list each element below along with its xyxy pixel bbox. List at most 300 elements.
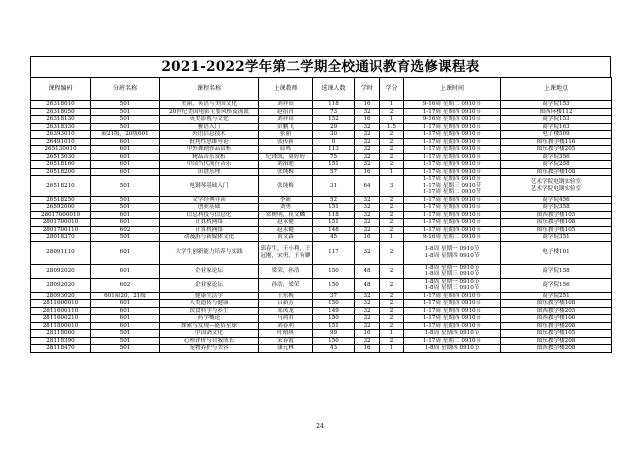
cell-code: 26518250 bbox=[31, 196, 91, 204]
cell-time bbox=[404, 337, 501, 345]
cell-credit: 3 bbox=[380, 176, 404, 197]
time-line: 1-8周 星期一 0910节 bbox=[424, 246, 480, 252]
cell-time bbox=[404, 300, 501, 308]
header-cell: 分班名称 bbox=[91, 78, 160, 101]
place-line: 图东教学楼205 bbox=[536, 146, 576, 152]
table-row bbox=[31, 241, 612, 264]
cell-place bbox=[501, 278, 612, 292]
cell-teacher: 黄文森 bbox=[259, 234, 313, 242]
cell-hours: 32 bbox=[355, 123, 380, 131]
cell-name: 文学经典导读 bbox=[160, 196, 259, 204]
cell-num: 75 bbox=[313, 153, 355, 161]
cell-time bbox=[404, 292, 501, 300]
table-row bbox=[31, 226, 612, 234]
cell-time bbox=[404, 278, 501, 292]
cell-num: 151 bbox=[313, 161, 355, 169]
cell-place bbox=[501, 108, 612, 116]
cell-name: 健康生活学 bbox=[160, 292, 259, 300]
time-line: 1-17周 星期四 0910节 bbox=[422, 292, 482, 299]
cell-name: 药学概论 bbox=[160, 315, 259, 323]
cell-hours: 32 bbox=[355, 322, 380, 330]
cell-hours: 32 bbox=[355, 146, 380, 154]
cell-cls: 501 bbox=[91, 345, 160, 353]
time-line: 1-17周 星期三 0910节 bbox=[422, 182, 482, 189]
cell-num: 151 bbox=[313, 204, 355, 212]
cell-place bbox=[501, 153, 612, 161]
cell-num: 150 bbox=[313, 337, 355, 345]
cell-teacher: 邓凤龙 bbox=[259, 307, 313, 315]
cell-place bbox=[501, 337, 612, 345]
cell-name: 英美影视与文化 bbox=[160, 116, 259, 124]
place-line: 图西教学楼208 bbox=[536, 345, 576, 351]
cell-num: 30 bbox=[313, 131, 355, 139]
cell-code: 28118390 bbox=[31, 337, 91, 345]
cell-hours: 48 bbox=[355, 278, 380, 292]
cell-name: 心理评价与自我成长 bbox=[160, 337, 259, 345]
cell-teacher: 常树明，崔文麟 bbox=[259, 211, 313, 219]
cell-code: 28092020 bbox=[31, 264, 91, 278]
page-title: 2021-2022学年第二学期全校通识教育选修课程表 bbox=[30, 56, 611, 77]
cell-code: 26592000 bbox=[31, 204, 91, 212]
cell-credit: 2 bbox=[380, 278, 404, 292]
time-line: 1-17周 星期四 0910节 bbox=[422, 161, 482, 167]
cell-place bbox=[501, 116, 612, 124]
cell-time bbox=[404, 168, 501, 176]
header-cell: 选课人数 bbox=[313, 78, 355, 101]
cell-num: 150 bbox=[313, 264, 355, 278]
table-row bbox=[31, 123, 612, 131]
cell-credit: 2 bbox=[380, 322, 404, 330]
place-line: 图东教学楼108 bbox=[536, 300, 576, 306]
cell-teacher: 宋春霞 bbox=[259, 337, 313, 345]
cell-code: 2801700110 bbox=[31, 226, 91, 234]
cell-credit: 1 bbox=[380, 234, 404, 242]
place-line: 图西教学楼205 bbox=[536, 307, 576, 314]
cell-num: 99 bbox=[313, 330, 355, 338]
table-header-row bbox=[31, 78, 612, 101]
cell-teacher: 张纯梅 bbox=[259, 168, 313, 176]
time-line: 1-8周 星期一 0910节 bbox=[424, 264, 480, 271]
cell-name: 探索与发现—能负星球 bbox=[160, 322, 259, 330]
cell-hours: 32 bbox=[355, 153, 380, 161]
cell-num: 149 bbox=[313, 307, 355, 315]
cell-name: 20世纪美国电影主要风格及流派 bbox=[160, 108, 259, 116]
table-row bbox=[31, 322, 612, 330]
header-cell: 学分 bbox=[380, 78, 404, 101]
time-line: 9-16周 星期二 0910节 bbox=[422, 101, 482, 107]
cell-cls: 501 bbox=[91, 234, 160, 242]
cell-place bbox=[501, 161, 612, 169]
cell-credit: 2 bbox=[380, 300, 404, 308]
time-line: 1-8周 星期三 0910节 bbox=[424, 285, 480, 291]
cell-cls: 602 bbox=[91, 226, 160, 234]
cell-cls: 501 bbox=[91, 108, 160, 116]
cell-credit: 1 bbox=[380, 345, 404, 353]
cell-place bbox=[501, 196, 612, 204]
cell-num: 31 bbox=[313, 176, 355, 197]
cell-name: 企业家论坛 bbox=[160, 264, 259, 278]
cell-teacher: 纪锋凯，周婷婷 bbox=[259, 153, 313, 161]
place-line: 图东教学楼108 bbox=[536, 219, 576, 225]
cell-cls: 601 bbox=[91, 219, 160, 227]
cell-hours: 32 bbox=[355, 315, 380, 323]
cell-place bbox=[501, 226, 612, 234]
cell-cls: 501 bbox=[91, 123, 160, 131]
table-row bbox=[31, 211, 612, 219]
place-line: 商学院153 bbox=[542, 116, 570, 122]
cell-time bbox=[404, 345, 501, 353]
cell-time bbox=[404, 153, 501, 161]
cell-code: 26393010 bbox=[31, 131, 91, 139]
cell-hours: 32 bbox=[355, 226, 380, 234]
course-table bbox=[30, 77, 612, 353]
cell-credit: 2 bbox=[380, 146, 404, 154]
time-line: 1-17周 星期四 0910节 bbox=[422, 307, 482, 314]
cell-hours: 16 bbox=[355, 330, 380, 338]
time-line: 1-17周 星期四 0910节 bbox=[422, 138, 482, 145]
cell-cls: 602 bbox=[91, 278, 160, 292]
cell-place bbox=[501, 176, 612, 197]
cell-credit: 1 bbox=[380, 116, 404, 124]
cell-teacher: 赵永健 bbox=[259, 219, 313, 227]
cell-time bbox=[404, 116, 501, 124]
cell-name: 饮食科学与养生 bbox=[160, 307, 259, 315]
cell-place bbox=[501, 138, 612, 146]
cell-credit: 2 bbox=[380, 315, 404, 323]
cell-time bbox=[404, 264, 501, 278]
table-row bbox=[31, 330, 612, 338]
cell-teacher: 赵宿青 bbox=[259, 108, 313, 116]
cell-cls: 601 bbox=[91, 211, 160, 219]
cell-name: 中国当代流行音乐 bbox=[160, 161, 259, 169]
place-line: 商学院156 bbox=[542, 281, 570, 288]
table-row bbox=[31, 101, 612, 109]
cell-code: 26318330 bbox=[31, 123, 91, 131]
place-line: 图东教学楼108 bbox=[536, 168, 576, 175]
cell-place bbox=[501, 131, 612, 139]
cell-name: 信息利技与信息化 bbox=[160, 211, 259, 219]
table-row bbox=[31, 168, 612, 176]
cell-num: 150 bbox=[313, 315, 355, 323]
time-line: 1-17周 星期四 0910节 bbox=[422, 153, 482, 160]
cell-code: 26491010 bbox=[31, 138, 91, 146]
cell-place bbox=[501, 168, 612, 176]
time-line: 1-17周 星期四 0910节 bbox=[422, 176, 482, 182]
cell-teacher: 张丽 bbox=[259, 131, 313, 139]
cell-code: 26518210 bbox=[31, 176, 91, 197]
cell-code: 28091110 bbox=[31, 241, 91, 264]
cell-code: 26518160 bbox=[31, 161, 91, 169]
table-row bbox=[31, 108, 612, 116]
cell-time bbox=[404, 204, 501, 212]
cell-code: 28017000010 bbox=[31, 211, 91, 219]
cell-name: 精品音乐赏析 bbox=[160, 153, 259, 161]
cell-time bbox=[404, 123, 501, 131]
time-line: 1-17周 星期四 0910节 bbox=[422, 146, 482, 152]
time-line: 1-17周 星期四 0910节 bbox=[422, 315, 482, 321]
header-cell: 课程编码 bbox=[31, 78, 91, 101]
cell-teacher: 张纯梅 bbox=[259, 176, 313, 197]
cell-teacher: 刘祥田 bbox=[259, 116, 313, 124]
table-row bbox=[31, 176, 612, 197]
table-row bbox=[31, 315, 612, 323]
cell-num: 118 bbox=[313, 211, 355, 219]
cell-credit: 2 bbox=[380, 226, 404, 234]
cell-hours: 16 bbox=[355, 101, 380, 109]
time-line: 1-17周 星期四 0910节 bbox=[422, 322, 482, 329]
cell-place bbox=[501, 211, 612, 219]
cell-code: 28092020 bbox=[31, 278, 91, 292]
cell-name: 企业家论坛 bbox=[160, 278, 259, 292]
table-row bbox=[31, 300, 612, 308]
cell-place bbox=[501, 300, 612, 308]
cell-hours: 32 bbox=[355, 337, 380, 345]
place-line: 商学院356 bbox=[542, 153, 570, 160]
cell-name: 美丽，英语与美国文化 bbox=[160, 101, 259, 109]
time-line: 1-17周 星期四 0910节 bbox=[422, 226, 482, 233]
cell-place bbox=[501, 234, 612, 242]
cell-code: 28093020 bbox=[31, 292, 91, 300]
cell-num: 37 bbox=[313, 292, 355, 300]
header-cell: 课程名称 bbox=[160, 78, 259, 101]
cell-num: 29 bbox=[313, 123, 355, 131]
time-line: 9-16周 星期二 0910节 bbox=[422, 234, 482, 240]
cell-place bbox=[501, 219, 612, 227]
cell-cls: 501 bbox=[91, 176, 160, 197]
cell-hours: 32 bbox=[355, 204, 380, 212]
header-cell: 上课教师 bbox=[259, 78, 313, 101]
cell-code: 2811800610 bbox=[31, 322, 91, 330]
cell-num: 151 bbox=[313, 219, 355, 227]
cell-time bbox=[404, 234, 501, 242]
cell-code: 26318010 bbox=[31, 101, 91, 109]
cell-code: 2811600110 bbox=[31, 307, 91, 315]
time-line: 1-17周 星期四 0910节 bbox=[422, 131, 482, 137]
cell-code: 26513030 bbox=[31, 153, 91, 161]
cell-time bbox=[404, 322, 501, 330]
cell-cls: 501 bbox=[91, 204, 160, 212]
cell-teacher: 赵永健 bbox=[259, 226, 313, 234]
cell-hours: 32 bbox=[355, 219, 380, 227]
cell-place bbox=[501, 241, 612, 264]
header-cell: 上课地点 bbox=[501, 78, 612, 101]
cell-credit: 2 bbox=[380, 153, 404, 161]
table-row bbox=[31, 337, 612, 345]
header-cell: 学时 bbox=[355, 78, 380, 101]
cell-teacher: 于东梅 bbox=[259, 292, 313, 300]
table-row bbox=[31, 153, 612, 161]
table-row bbox=[31, 345, 612, 353]
cell-place bbox=[501, 330, 612, 338]
cell-cls: 限21级，20级601 bbox=[91, 131, 160, 139]
cell-teacher: 刘春利 bbox=[259, 322, 313, 330]
cell-num: 52 bbox=[313, 196, 355, 204]
cell-credit: 2 bbox=[380, 337, 404, 345]
cell-place bbox=[501, 204, 612, 212]
cell-hours: 48 bbox=[355, 264, 380, 278]
cell-code: 28118470 bbox=[31, 345, 91, 353]
cell-credit: 1 bbox=[380, 330, 404, 338]
place-line: 商学院158 bbox=[542, 267, 570, 274]
table-row bbox=[31, 292, 612, 300]
place-line: 艺术学院电钢实验室 bbox=[530, 179, 582, 186]
place-line: 商学院163 bbox=[542, 123, 570, 130]
cell-hours: 32 bbox=[355, 300, 380, 308]
place-line: 电子楼509 bbox=[542, 131, 570, 137]
cell-teacher: 吕新芳 bbox=[259, 300, 313, 308]
cell-code: 265130010 bbox=[31, 146, 91, 154]
cell-cls: 601 bbox=[91, 300, 160, 308]
cell-place bbox=[501, 345, 612, 353]
cell-cls: 601限20，21级 bbox=[91, 292, 160, 300]
cell-cls: 601 bbox=[91, 146, 160, 154]
time-line: 1-8周 星期三 0910节 bbox=[424, 271, 480, 277]
cell-time bbox=[404, 241, 501, 264]
cell-time bbox=[404, 226, 501, 234]
place-line: 商学院258 bbox=[542, 161, 570, 167]
cell-hours: 32 bbox=[355, 211, 380, 219]
cell-time bbox=[404, 161, 501, 169]
cell-teacher: 孙浩，梁荣 bbox=[259, 278, 313, 292]
cell-num: 113 bbox=[313, 146, 355, 154]
time-line: 1-17周 星期二 0910节 bbox=[422, 337, 482, 344]
cell-credit: 2 bbox=[380, 131, 404, 139]
cell-name: 计算机网络 bbox=[160, 219, 259, 227]
place-line: 商学院358 bbox=[542, 204, 570, 210]
cell-credit: 2 bbox=[380, 264, 404, 278]
cell-num: 150 bbox=[313, 300, 355, 308]
cell-credit: 2 bbox=[380, 307, 404, 315]
cell-name: 雅语入门 bbox=[160, 123, 259, 131]
table-row bbox=[31, 234, 612, 242]
cell-hours: 32 bbox=[355, 292, 380, 300]
cell-time bbox=[404, 315, 501, 323]
cell-name: 外语信息技术 bbox=[160, 131, 259, 139]
cell-name: 中外舞剧作品赏析 bbox=[160, 146, 259, 154]
cell-name: 识谱乐理 bbox=[160, 168, 259, 176]
table-row bbox=[31, 264, 612, 278]
cell-hours: 64 bbox=[355, 176, 380, 197]
cell-teacher: 屈鸣 bbox=[259, 146, 313, 154]
cell-name: 中国酒文化 bbox=[160, 330, 259, 338]
cell-name: 计算机网络 bbox=[160, 226, 259, 234]
time-line: 1-8周 星期四 0910节 bbox=[424, 252, 480, 259]
cell-code: 28018370 bbox=[31, 234, 91, 242]
cell-place bbox=[501, 315, 612, 323]
cell-teacher: 刘勇 bbox=[259, 204, 313, 212]
cell-place bbox=[501, 146, 612, 154]
cell-time bbox=[404, 219, 501, 227]
cell-place bbox=[501, 101, 612, 109]
cell-hours: 16 bbox=[355, 116, 380, 124]
cell-credit: 2 bbox=[380, 108, 404, 116]
time-line: 1-17周 星期二 0910节 bbox=[422, 189, 482, 195]
cell-teacher: 郭春生，王小利，王冠刚，宋勇，王有麒 bbox=[259, 241, 313, 264]
cell-teacher: 张传新 bbox=[259, 138, 313, 146]
time-line: 1-8周 星期一 0910节 bbox=[424, 278, 480, 285]
cell-cls: 501 bbox=[91, 337, 160, 345]
cell-cls: 601 bbox=[91, 241, 160, 264]
cell-num: 152 bbox=[313, 116, 355, 124]
cell-cls: 501 bbox=[91, 116, 160, 124]
cell-code: 2801700010 bbox=[31, 219, 91, 227]
cell-hours: 32 bbox=[355, 108, 380, 116]
cell-cls: 601 bbox=[91, 264, 160, 278]
cell-hours: 16 bbox=[355, 168, 380, 176]
cell-time bbox=[404, 101, 501, 109]
cell-credit: 1 bbox=[380, 168, 404, 176]
cell-cls: 601 bbox=[91, 168, 160, 176]
cell-credit: 1 bbox=[380, 101, 404, 109]
table-row bbox=[31, 196, 612, 204]
cell-cls: 601 bbox=[91, 138, 160, 146]
cell-cls: 501 bbox=[91, 101, 160, 109]
cell-name: 宠物养护与美容 bbox=[160, 345, 259, 353]
table-row bbox=[31, 131, 612, 139]
cell-credit: 2 bbox=[380, 219, 404, 227]
cell-num: 118 bbox=[313, 101, 355, 109]
cell-hours: 32 bbox=[355, 241, 380, 264]
cell-cls: 601 bbox=[91, 307, 160, 315]
cell-teacher: 彭鹏飞 bbox=[259, 123, 313, 131]
cell-place bbox=[501, 264, 612, 278]
cell-num: 150 bbox=[313, 278, 355, 292]
time-line: 1-17周 星期四 0910节 bbox=[422, 211, 482, 218]
cell-cls: 601 bbox=[91, 315, 160, 323]
cell-time bbox=[404, 138, 501, 146]
time-line: 1-8周 星期四 0910节 bbox=[424, 330, 480, 336]
cell-cls: 601 bbox=[91, 322, 160, 330]
cell-time bbox=[404, 146, 501, 154]
cell-hours: 32 bbox=[355, 196, 380, 204]
cell-time bbox=[404, 131, 501, 139]
cell-hours: 32 bbox=[355, 161, 380, 169]
place-line: 图东教学楼105 bbox=[536, 330, 576, 336]
time-line: 1-17周 星期四 0910节 bbox=[422, 300, 482, 306]
cell-teacher: 叶晴琪 bbox=[259, 330, 313, 338]
cell-time bbox=[404, 108, 501, 116]
time-line: 1-17周 星期四 0910节 bbox=[422, 108, 482, 115]
place-line: 艺术学院电钢实验室 bbox=[530, 185, 582, 192]
cell-hours: 32 bbox=[355, 307, 380, 315]
cell-name: 人类遗传与健康 bbox=[160, 300, 259, 308]
cell-hours: 16 bbox=[355, 234, 380, 242]
cell-num: 151 bbox=[313, 322, 355, 330]
cell-credit: 2 bbox=[380, 241, 404, 264]
cell-cls: 601 bbox=[91, 161, 160, 169]
cell-time bbox=[404, 211, 501, 219]
cell-time bbox=[404, 307, 501, 315]
cell-credit: 2 bbox=[380, 211, 404, 219]
cell-teacher: 康元林 bbox=[259, 345, 313, 353]
place-line: 图西教学楼106 bbox=[536, 315, 576, 321]
cell-credit: 1.5 bbox=[380, 123, 404, 131]
cell-place bbox=[501, 307, 612, 315]
cell-num: 43 bbox=[313, 345, 355, 353]
table-row bbox=[31, 278, 612, 292]
cell-hours: 16 bbox=[355, 345, 380, 353]
place-line: 图东教学楼208 bbox=[536, 337, 576, 344]
cell-credit: 2 bbox=[380, 292, 404, 300]
table-row bbox=[31, 146, 612, 154]
time-line: 1-17周 星期四 0910节 bbox=[422, 196, 482, 203]
cell-hours: 32 bbox=[355, 138, 380, 146]
cell-place bbox=[501, 292, 612, 300]
cell-time bbox=[404, 330, 501, 338]
time-line: 1-17周 星期四 0910节 bbox=[422, 219, 482, 225]
cell-cls: 601 bbox=[91, 153, 160, 161]
cell-hours: 32 bbox=[355, 131, 380, 139]
